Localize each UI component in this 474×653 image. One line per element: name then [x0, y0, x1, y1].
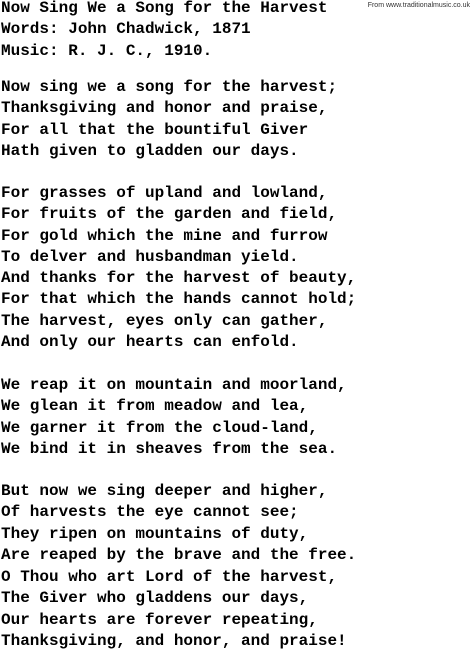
- site-watermark: From www.traditionalmusic.co.uk: [367, 2, 470, 9]
- verse-line: Our hearts are forever repeating,: [1, 610, 318, 629]
- verse-line: And only our hearts can enfold.: [1, 332, 299, 351]
- verse-line: The Giver who gladdens our days,: [1, 589, 309, 608]
- verse-line: For that which the hands cannot hold;: [1, 290, 357, 309]
- verse-line: And thanks for the harvest of beauty,: [1, 269, 357, 287]
- verse-line: For grasses of upland and lowland,: [1, 184, 328, 202]
- words-credit: Words: John Chadwick, 1871: [1, 20, 251, 39]
- verse-line: But now we sing deeper and higher,: [1, 482, 328, 500]
- verse-line: They ripen on mountains of duty,: [1, 524, 309, 543]
- verse-5: [1, 481, 473, 566]
- verse-3: [1, 268, 473, 353]
- verse-line: Hath given to gladden our days.: [1, 141, 299, 160]
- verse-6: [1, 567, 473, 652]
- music-credit: Music: R. J. C., 1910.: [1, 41, 213, 60]
- verse-line: To delver and husbandman yield.: [1, 247, 299, 266]
- verse-line: For gold which the mine and furrow: [1, 226, 328, 245]
- verse-1: [1, 77, 473, 162]
- verse-line: Are reaped by the brave and the free.: [1, 545, 357, 564]
- verse-line: Thanksgiving, and honor, and praise!: [1, 631, 347, 650]
- verse-line: Now sing we a song for the harvest;: [1, 78, 338, 96]
- verse-line: Thanksgiving and honor and praise,: [1, 99, 328, 118]
- verse-line: For fruits of the garden and field,: [1, 205, 338, 224]
- hymn-title: Now Sing We a Song for the Harvest: [1, 0, 328, 17]
- verse-2: [1, 183, 473, 268]
- verse-line: The harvest, eyes only can gather,: [1, 311, 328, 330]
- verse-line: For all that the bountiful Giver: [1, 120, 309, 139]
- verse-line: We garner it from the cloud-land,: [1, 418, 318, 437]
- verse-line: We reap it on mountain and moorland,: [1, 376, 347, 394]
- verse-line: We glean it from meadow and lea,: [1, 397, 309, 416]
- verse-line: Of harvests the eye cannot see;: [1, 503, 299, 522]
- verse-4: [1, 375, 473, 460]
- verse-line: We bind it in sheaves from the sea.: [1, 439, 338, 458]
- verse-line: O Thou who art Lord of the harvest,: [1, 568, 338, 586]
